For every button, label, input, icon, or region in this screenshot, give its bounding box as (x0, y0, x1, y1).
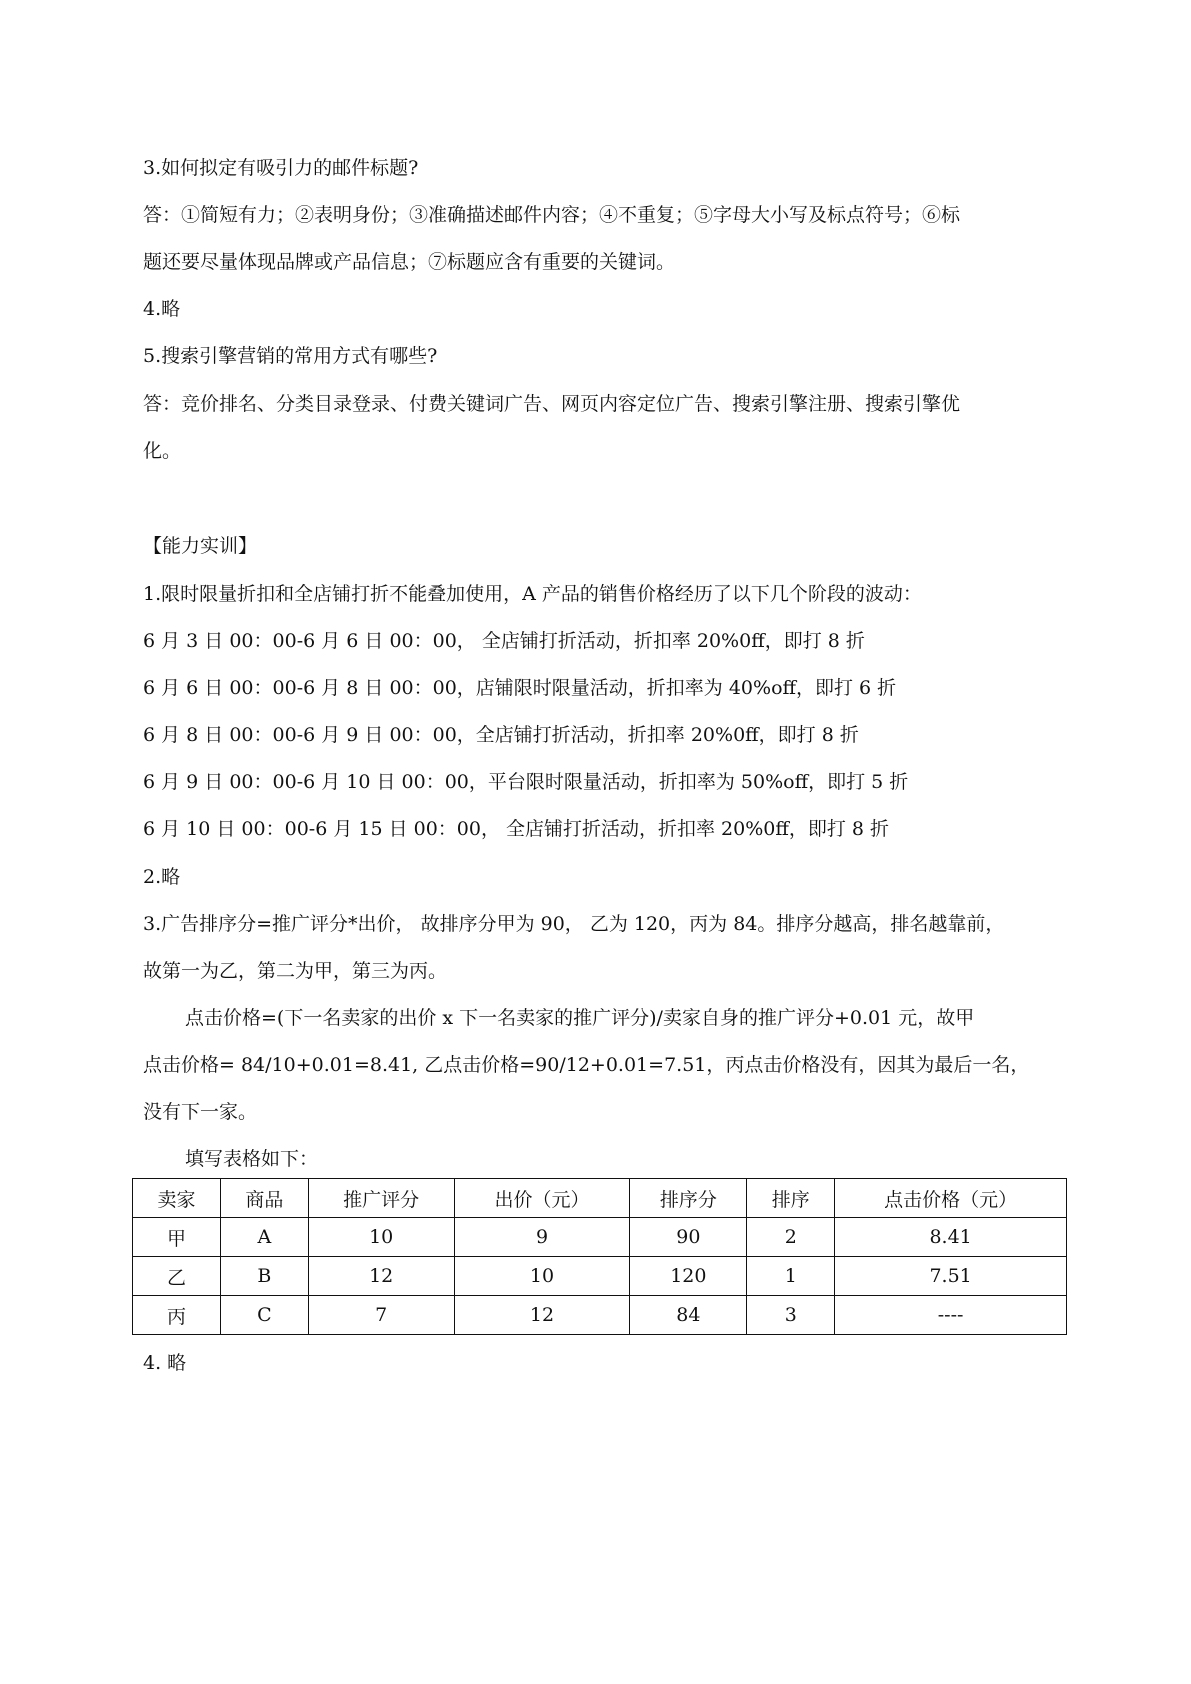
header-cell: 卖家 (133, 1179, 221, 1218)
table-row (133, 1218, 1067, 1257)
table-cell: 2 (747, 1218, 835, 1257)
discount-period-2: 6 月 6 日 00：00-6 月 8 日 00：00，店铺限时限量活动，折扣率为 40%off，即打 6 折 (143, 677, 897, 699)
discount-period-1: 6 月 3 日 00：00-6 月 6 日 00：00， 全店铺打折活动，折扣率 20%0ff，即打 8 折 (143, 630, 865, 652)
table-cell: 甲 (133, 1218, 221, 1257)
table-cell: 90 (630, 1218, 747, 1257)
discount-period-5: 6 月 10 日 00：00-6 月 15 日 00：00， 全店铺打折活动，折扣率 20%0ff，即打 8 折 (143, 818, 890, 840)
section-heading: 【能力实训】 (143, 535, 258, 557)
table-cell: 乙 (133, 1257, 221, 1296)
header-cell: 排序分 (630, 1179, 747, 1218)
practice-3-line-2: 故第一为乙，第二为甲，第三为丙。 (143, 960, 448, 982)
header-cell: 点击价格（元） (835, 1179, 1067, 1218)
table-cell: A (220, 1218, 308, 1257)
practice-3-line-5: 没有下一家。 (143, 1101, 258, 1123)
header-cell: 排序 (747, 1179, 835, 1218)
table-cell: ---- (835, 1296, 1067, 1335)
table-cell: 丙 (133, 1296, 221, 1335)
ranking-table (132, 1178, 1067, 1335)
practice-3-line-4: 点击价格= 84/10+0.01=8.41, 乙点击价格=90/12+0.01=7.51，丙点击价格没有，因其为最后一名， (143, 1054, 1030, 1076)
practice-1-intro: 1.限时限量折扣和全店铺打折不能叠加使用，A 产品的销售价格经历了以下几个阶段的波动： (143, 583, 922, 605)
question-4: 4.略 (143, 298, 181, 320)
table-cell: 12 (308, 1257, 454, 1296)
table-cell: 10 (308, 1218, 454, 1257)
table-cell: 8.41 (835, 1218, 1067, 1257)
table-cell: 120 (630, 1257, 747, 1296)
answer-3-line-1: 答：①简短有力；②表明身份；③准确描述邮件内容；④不重复；⑤字母大小写及标点符号；⑥标 (143, 204, 961, 226)
discount-period-4: 6 月 9 日 00：00-6 月 10 日 00：00，平台限时限量活动，折扣率为 50%off，即打 5 折 (143, 771, 909, 793)
answer-5-line-1: 答：竞价排名、分类目录登录、付费关键词广告、网页内容定位广告、搜索引擎注册、搜索引擎优 (143, 393, 961, 415)
table-cell: 9 (454, 1218, 630, 1257)
practice-3-line-1: 3.广告排序分=推广评分*出价， 故排序分甲为 90， 乙为 120，丙为 84。排序分越高，排名越靠前， (143, 913, 1005, 935)
table-caption: 填写表格如下： (185, 1148, 319, 1170)
table-cell: 84 (630, 1296, 747, 1335)
table-cell: 3 (747, 1296, 835, 1335)
table-cell: 7.51 (835, 1257, 1067, 1296)
answer-3-line-2: 题还要尽量体现品牌或产品信息；⑦标题应含有重要的关键词。 (143, 251, 676, 273)
table-header-row (133, 1179, 1067, 1218)
table-cell: B (220, 1257, 308, 1296)
practice-2: 2.略 (143, 866, 181, 888)
header-cell: 出价（元） (454, 1179, 630, 1218)
table-cell: 7 (308, 1296, 454, 1335)
practice-3-line-3: 点击价格=(下一名卖家的出价 x 下一名卖家的推广评分)/卖家自身的推广评分+0.01 元，故甲 (185, 1007, 975, 1029)
discount-period-3: 6 月 8 日 00：00-6 月 9 日 00：00，全店铺打折活动，折扣率 20%0ff，即打 8 折 (143, 724, 859, 746)
question-3: 3.如何拟定有吸引力的邮件标题? (143, 157, 419, 179)
table-row (133, 1257, 1067, 1296)
table-cell: C (220, 1296, 308, 1335)
table-cell: 10 (454, 1257, 630, 1296)
header-cell: 推广评分 (308, 1179, 454, 1218)
practice-4: 4. 略 (143, 1352, 187, 1374)
answer-5-line-2: 化。 (143, 440, 182, 462)
header-cell: 商品 (220, 1179, 308, 1218)
table-cell: 12 (454, 1296, 630, 1335)
table-row (133, 1296, 1067, 1335)
table-cell: 1 (747, 1257, 835, 1296)
question-5: 5.搜索引擎营销的常用方式有哪些? (143, 345, 438, 367)
